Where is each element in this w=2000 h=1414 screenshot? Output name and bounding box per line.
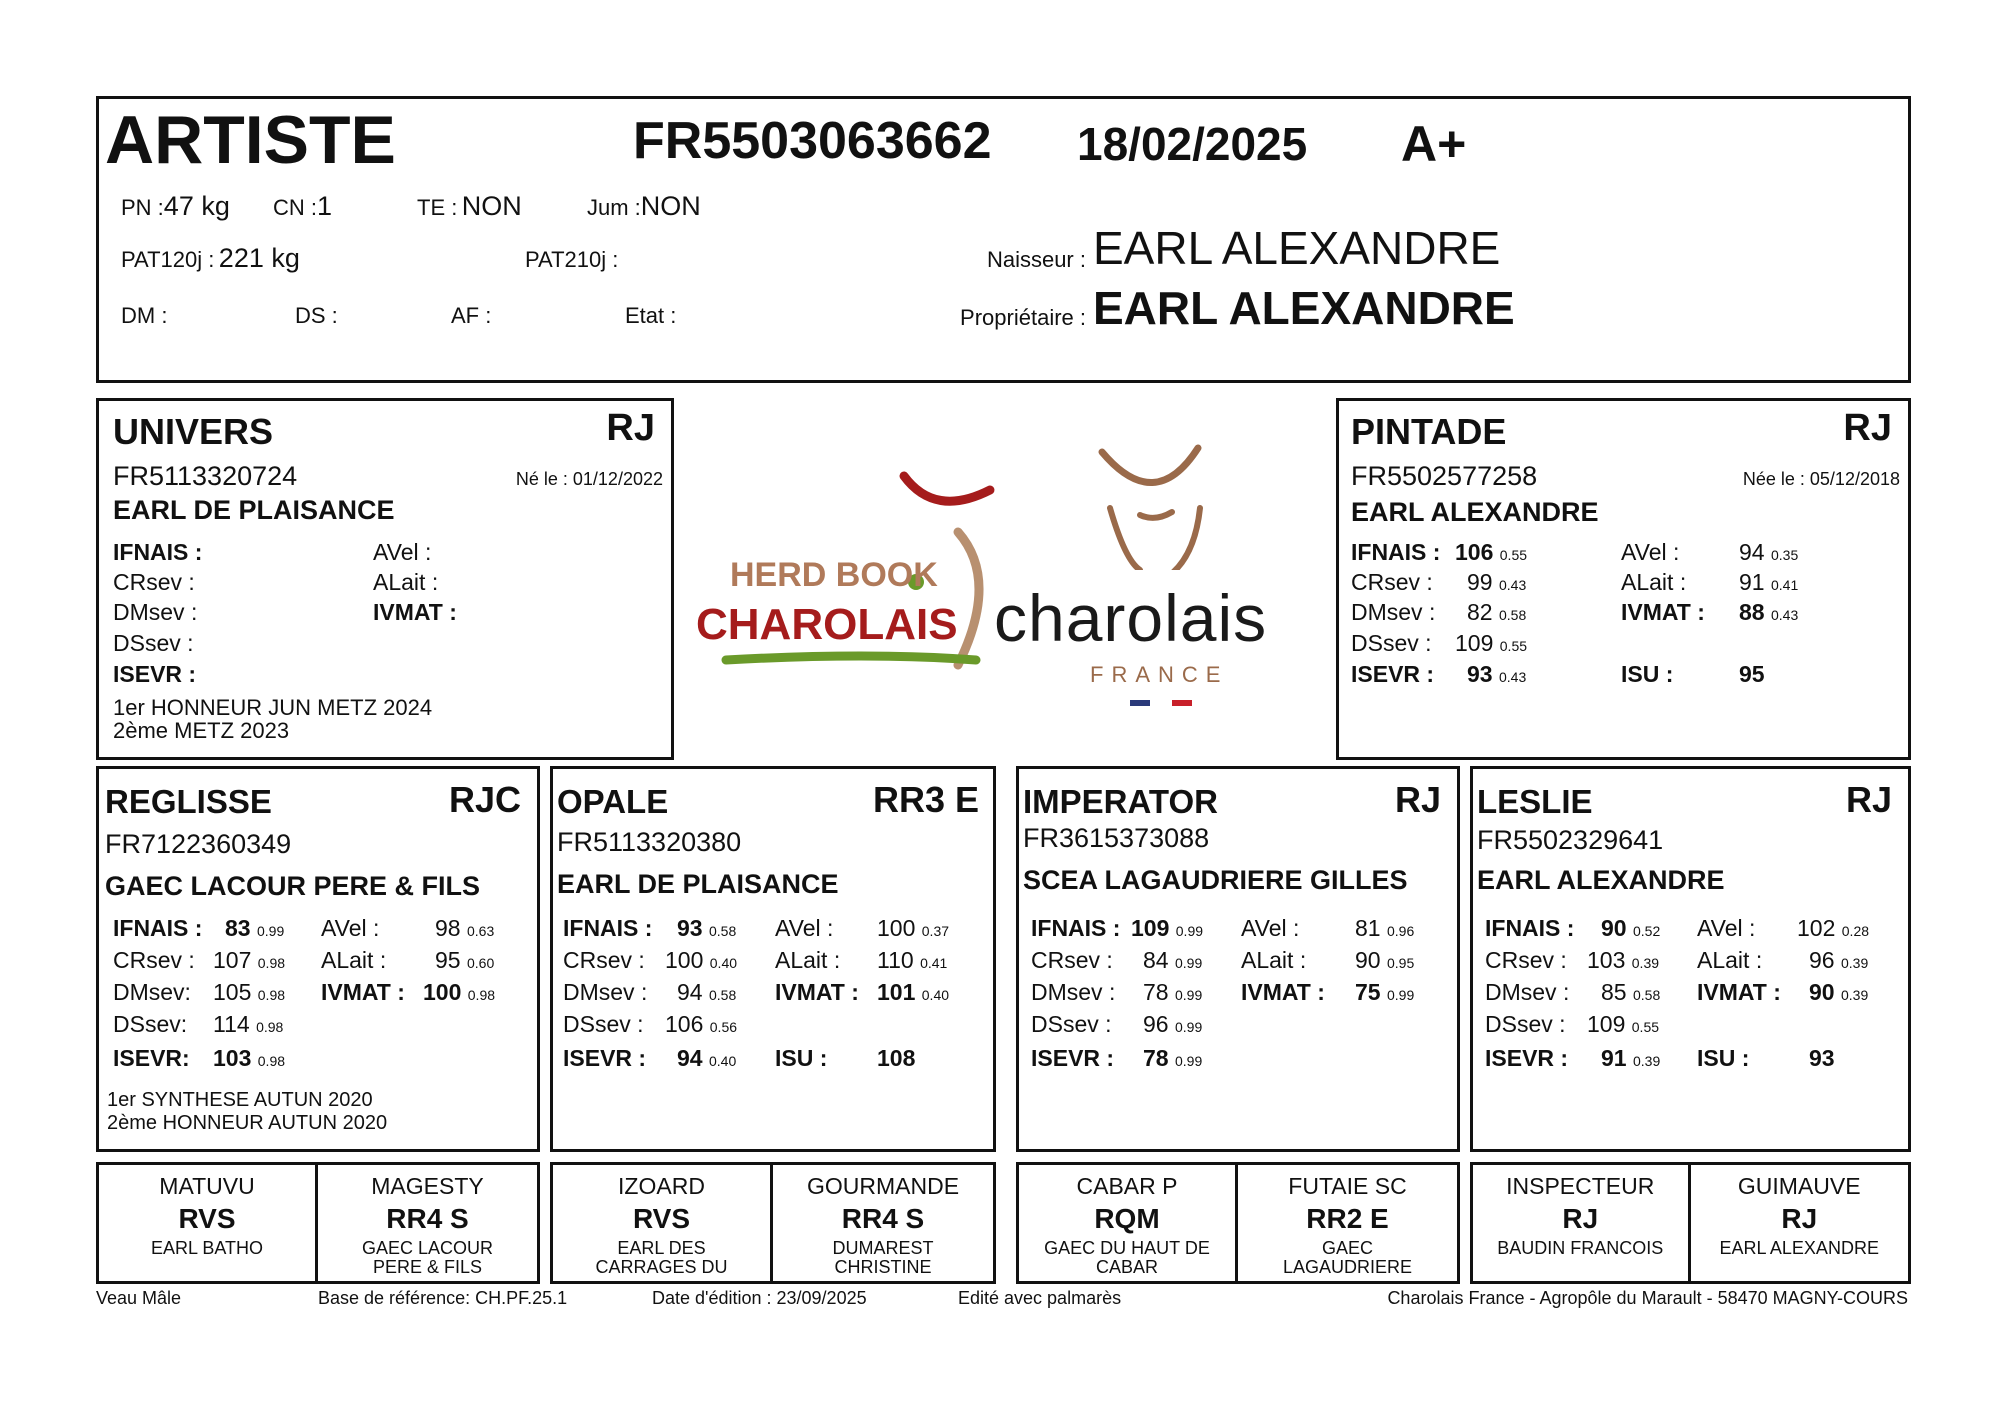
gp-alait-label: ALait : [1241, 947, 1307, 973]
gp-palmares-2: 2ème HONNEUR AUTUN 2020 [107, 1112, 388, 1134]
sire-dmsev-label: DMsev : [113, 599, 198, 625]
pat210-label: PAT210j : [525, 247, 619, 272]
gp-ivmat-label: IVMAT : [1241, 979, 1325, 1005]
footer-address: Charolais France - Agropôle du Marault - 58470 MAGNY-COURS [1387, 1288, 1908, 1308]
gp-code: RJC [448, 779, 521, 820]
ggp-code: RVS [178, 1203, 236, 1234]
dam-ifnais-value: 106 0.55 [1455, 539, 1528, 565]
animal-name: ARTISTE [105, 102, 396, 178]
cn-label: CN : [273, 195, 317, 220]
gp-alait-value: 110 0.41 [877, 947, 948, 973]
gp-isu-label: ISU : [775, 1045, 828, 1071]
dam-isu-value: 95 [1739, 661, 1765, 687]
sire-palmares-2: 2ème METZ 2023 [113, 718, 290, 743]
gp-avel-label: AVel : [1241, 915, 1300, 941]
gp-alait-value: 95 0.60 [435, 947, 495, 973]
dam-dssev-label: DSsev : [1351, 630, 1432, 656]
jum-field [587, 191, 701, 222]
gp-alait-value: 90 0.95 [1355, 947, 1415, 973]
gp-ivmat-label: IVMAT : [1697, 979, 1781, 1005]
flag-blue [1130, 700, 1150, 706]
ggp-cell [99, 1165, 318, 1281]
sire-breeder: EARL DE PLAISANCE [113, 495, 395, 525]
ggp-group-4 [1470, 1162, 1911, 1284]
gp-ifnais-value: 83 0.99 [225, 915, 285, 941]
dam-crsev-label: CRsev : [1351, 569, 1433, 595]
ggp-cell [318, 1165, 537, 1281]
herdbook-logo [690, 460, 1010, 680]
gp-crsev-label: CRsev : [1485, 947, 1567, 973]
ds-label: DS : [295, 303, 338, 328]
ggp-name: FUTAIE SC [1288, 1173, 1407, 1199]
ggp-owner-1: GAEC DU HAUT DE [1044, 1238, 1210, 1258]
dam-ifnais-label: IFNAIS : [1351, 539, 1441, 565]
ggp-cell [553, 1165, 773, 1281]
gp-dssev-label: DSsev : [1031, 1011, 1112, 1037]
gp-dmsev-value: 78 0.99 [1143, 979, 1203, 1005]
gp-ivmat-value: 100 0.98 [423, 979, 496, 1005]
gp-code: RJ [1845, 779, 1892, 820]
gp-ivmat-label: IVMAT : [321, 979, 405, 1005]
gp-ifnais-value: 90 0.52 [1601, 915, 1661, 941]
pat120-label: PAT120j : [121, 247, 215, 272]
ggp-owner-1: BAUDIN FRANCOIS [1497, 1238, 1664, 1258]
charolais-word: charolais [994, 581, 1268, 655]
pn-value: 47 kg [163, 191, 230, 221]
sire-palmares-1: 1er HONNEUR JUN METZ 2024 [113, 695, 433, 720]
gp-code: RJ [1394, 779, 1441, 820]
ggp-owner-2: LAGAUDRIERE [1282, 1257, 1413, 1277]
grandparent-panel-imperator [1016, 766, 1460, 1152]
france-word: FRANCE [1090, 662, 1229, 687]
proprietaire-value: EARL ALEXANDRE [1093, 282, 1515, 334]
gp-name: REGLISSE [105, 783, 272, 820]
gp-id: FR5502329641 [1477, 825, 1664, 855]
naisseur-value: EARL ALEXANDRE [1093, 222, 1501, 274]
pat120-value: 221 kg [218, 243, 300, 273]
ggp-name: MATUVU [159, 1173, 255, 1199]
dam-dmsev-value: 82 0.58 [1467, 599, 1527, 625]
gp-dmsev-label: DMsev : [1485, 979, 1570, 1005]
gp-ifnais-label: IFNAIS : [563, 915, 653, 941]
ggp-cell [773, 1165, 993, 1281]
gp-isu-value: 93 [1809, 1045, 1835, 1071]
proprietaire-label: Propriétaire : [960, 305, 1086, 330]
gp-dmsev-value: 105 0.98 [213, 979, 286, 1005]
footer-edition: Date d'édition : 23/09/2025 [652, 1288, 867, 1308]
dam-dmsev-label: DMsev : [1351, 599, 1436, 625]
ggp-owner-1: GAEC [1321, 1238, 1373, 1258]
ggp-name: INSPECTEUR [1506, 1173, 1655, 1199]
gp-ivmat-value: 75 0.99 [1355, 979, 1415, 1005]
gp-name: LESLIE [1477, 783, 1593, 820]
sire-ivmat-label: IVMAT : [373, 599, 457, 625]
ggp-name: GUIMAUVE [1737, 1173, 1861, 1199]
gp-dmsev-label: DMsev: [113, 979, 191, 1005]
ggp-group-2 [550, 1162, 996, 1284]
gp-isu-label: ISU : [1697, 1045, 1750, 1071]
sire-id: FR5113320724 [113, 461, 298, 491]
dam-alait-label: ALait : [1621, 569, 1687, 595]
gp-dmsev-label: DMsev : [1031, 979, 1116, 1005]
footer-palmares: Edité avec palmarès [958, 1288, 1122, 1308]
gp-dssev-value: 96 0.99 [1143, 1011, 1203, 1037]
dam-avel-label: AVel : [1621, 539, 1680, 565]
gp-avel-label: AVel : [321, 915, 380, 941]
gp-ifnais-label: IFNAIS : [113, 915, 203, 941]
ggp-owner-1: EARL BATHO [150, 1238, 264, 1258]
gp-id: FR5113320380 [557, 827, 742, 857]
charolais-france-logo [990, 430, 1330, 720]
gp-id: FR7122360349 [105, 829, 292, 859]
gp-alait-label: ALait : [321, 947, 387, 973]
gp-breeder: EARL DE PLAISANCE [557, 869, 839, 899]
ggp-owner-1: DUMAREST [832, 1238, 934, 1258]
dam-ivmat-value: 88 0.43 [1739, 599, 1799, 625]
grandparent-panel-opale [550, 766, 996, 1152]
sire-born: Né le : 01/12/2022 [515, 469, 663, 489]
gp-crsev-label: CRsev : [563, 947, 645, 973]
dm-label: DM : [121, 303, 168, 328]
dam-isevr-value: 93 0.43 [1467, 661, 1527, 687]
ggp-code: RR4 S [386, 1203, 469, 1234]
gp-ifnais-label: IFNAIS : [1031, 915, 1121, 941]
herdbook-line2: CHAROLAIS [696, 600, 958, 649]
sire-panel [96, 398, 674, 760]
te-field [417, 191, 522, 222]
gp-avel-value: 102 0.28 [1797, 915, 1870, 941]
gp-name: IMPERATOR [1023, 783, 1218, 820]
herdbook-line1: HERD BOOK [730, 556, 938, 594]
ggp-owner-2: CHRISTINE [834, 1257, 932, 1277]
gp-palmares-1: 1er SYNTHESE AUTUN 2020 [107, 1089, 373, 1111]
ggp-code: RR2 E [1306, 1203, 1389, 1234]
dam-crsev-value: 99 0.43 [1467, 569, 1527, 595]
gp-isevr-label: ISEVR : [1031, 1045, 1115, 1071]
animal-date: 18/02/2025 [1077, 118, 1308, 170]
ggp-code: RVS [632, 1203, 691, 1234]
ggp-code: RJ [1562, 1203, 1599, 1234]
gp-isevr-label: ISEVR: [113, 1045, 190, 1071]
gp-avel-label: AVel : [775, 915, 834, 941]
gp-avel-value: 100 0.37 [877, 915, 950, 941]
animal-id: FR5503063662 [633, 112, 992, 170]
naisseur-label: Naisseur : [986, 247, 1086, 272]
gp-breeder: GAEC LACOUR PERE & FILS [105, 871, 481, 901]
te-label: TE : [417, 195, 458, 220]
gp-avel-value: 98 0.63 [435, 915, 495, 941]
ggp-cell [1691, 1165, 1909, 1281]
dam-born: Née le : 05/12/2018 [1742, 469, 1900, 489]
ggp-name: MAGESTY [371, 1173, 484, 1199]
gp-dssev-value: 106 0.56 [665, 1011, 738, 1037]
gp-crsev-value: 84 0.99 [1143, 947, 1203, 973]
sire-alait-label: ALait : [373, 569, 439, 595]
dam-name: PINTADE [1351, 411, 1507, 452]
ggp-owner-1: EARL DES [617, 1238, 706, 1258]
gp-ivmat-label: IVMAT : [775, 979, 859, 1005]
gp-dmsev-value: 94 0.58 [677, 979, 737, 1005]
gp-alait-label: ALait : [1697, 947, 1763, 973]
pat120-field [121, 243, 300, 274]
ggp-cell [1473, 1165, 1691, 1281]
dam-ivmat-label: IVMAT : [1621, 599, 1705, 625]
sire-isevr-label: ISEVR : [113, 661, 197, 687]
ggp-cell [1238, 1165, 1457, 1281]
sire-dssev-label: DSsev : [113, 630, 194, 656]
dam-dssev-value: 109 0.55 [1455, 630, 1528, 656]
ggp-name: IZOARD [618, 1173, 705, 1199]
gp-breeder: SCEA LAGAUDRIERE GILLES [1023, 865, 1408, 895]
gp-alait-label: ALait : [775, 947, 841, 973]
dam-panel [1336, 398, 1911, 760]
sire-avel-label: AVel : [373, 539, 432, 565]
gp-ifnais-value: 93 0.58 [677, 915, 737, 941]
dam-breeder: EARL ALEXANDRE [1351, 497, 1599, 527]
gp-dssev-label: DSsev: [113, 1011, 188, 1037]
ggp-code: RQM [1094, 1203, 1160, 1234]
gp-crsev-label: CRsev : [113, 947, 195, 973]
af-label: AF : [451, 303, 492, 328]
gp-dmsev-value: 85 0.58 [1601, 979, 1661, 1005]
footer-sex: Veau Mâle [96, 1288, 182, 1308]
gp-crsev-value: 107 0.98 [213, 947, 286, 973]
dam-code: RJ [1843, 407, 1892, 449]
gp-ivmat-value: 90 0.39 [1809, 979, 1869, 1005]
gp-ivmat-value: 101 0.40 [877, 979, 950, 1005]
gp-id: FR3615373088 [1023, 823, 1210, 853]
dam-isevr-label: ISEVR : [1351, 661, 1435, 687]
te-value: NON [461, 191, 522, 221]
ggp-owner-1: EARL ALEXANDRE [1719, 1238, 1879, 1258]
ggp-cell [1019, 1165, 1238, 1281]
gp-dssev-value: 109 0.55 [1587, 1011, 1660, 1037]
sire-crsev-label: CRsev : [113, 569, 195, 595]
sire-code: RJ [606, 407, 655, 449]
gp-ifnais-value: 109 0.99 [1131, 915, 1204, 941]
grandparent-panel-leslie [1470, 766, 1911, 1152]
cn-value: 1 [317, 191, 333, 221]
gp-isu-value: 108 [877, 1045, 916, 1071]
ggp-owner-2: PERE & FILS [372, 1257, 483, 1277]
ggp-owner-2: CABAR [1095, 1257, 1158, 1277]
gp-isevr-value: 94 0.40 [677, 1045, 737, 1071]
ggp-code: RJ [1781, 1203, 1818, 1234]
pn-label: PN : [121, 195, 164, 220]
ggp-group-3 [1016, 1162, 1460, 1284]
animal-grade: A+ [1401, 116, 1467, 172]
gp-alait-value: 96 0.39 [1809, 947, 1869, 973]
gp-dssev-value: 114 0.98 [213, 1011, 284, 1037]
dam-avel-value: 94 0.35 [1739, 539, 1799, 565]
dam-isu-label: ISU : [1621, 661, 1674, 687]
gp-avel-value: 81 0.96 [1355, 915, 1415, 941]
animal-header [96, 96, 1911, 383]
etat-label: Etat : [625, 303, 677, 328]
footer-base: Base de référence: CH.PF.25.1 [318, 1288, 568, 1308]
gp-crsev-value: 103 0.39 [1587, 947, 1660, 973]
ggp-owner-2: CARRAGES DU [595, 1257, 728, 1277]
pn-field [121, 191, 230, 222]
gp-name: OPALE [557, 783, 669, 820]
ggp-owner-1: GAEC LACOUR [361, 1238, 494, 1258]
gp-isevr-value: 91 0.39 [1601, 1045, 1661, 1071]
sire-ifnais-label: IFNAIS : [113, 539, 203, 565]
gp-isevr-label: ISEVR : [1485, 1045, 1569, 1071]
gp-avel-label: AVel : [1697, 915, 1756, 941]
cn-field [273, 191, 332, 222]
gp-code: RR3 E [872, 779, 979, 820]
gp-dssev-label: DSsev : [563, 1011, 644, 1037]
cow-head-icon [990, 430, 1330, 570]
gp-dssev-label: DSsev : [1485, 1011, 1566, 1037]
flag-red [1172, 700, 1192, 706]
jum-label: Jum : [587, 195, 641, 220]
gp-breeder: EARL ALEXANDRE [1477, 865, 1725, 895]
gp-crsev-value: 100 0.40 [665, 947, 738, 973]
dam-id: FR5502577258 [1351, 461, 1538, 491]
ggp-name: GOURMANDE [806, 1173, 960, 1199]
gp-isevr-value: 103 0.98 [213, 1045, 286, 1071]
gp-dmsev-label: DMsev : [563, 979, 648, 1005]
gp-ifnais-label: IFNAIS : [1485, 915, 1575, 941]
grandparent-panel-reglisse [96, 766, 540, 1152]
gp-isevr-value: 78 0.99 [1143, 1045, 1203, 1071]
gp-crsev-label: CRsev : [1031, 947, 1113, 973]
jum-value: NON [640, 191, 701, 221]
sire-name: UNIVERS [113, 411, 274, 452]
ggp-code: RR4 S [841, 1203, 925, 1234]
ggp-group-1 [96, 1162, 540, 1284]
ggp-name: CABAR P [1076, 1173, 1178, 1199]
dam-alait-value: 91 0.41 [1739, 569, 1799, 595]
gp-isevr-label: ISEVR : [563, 1045, 647, 1071]
